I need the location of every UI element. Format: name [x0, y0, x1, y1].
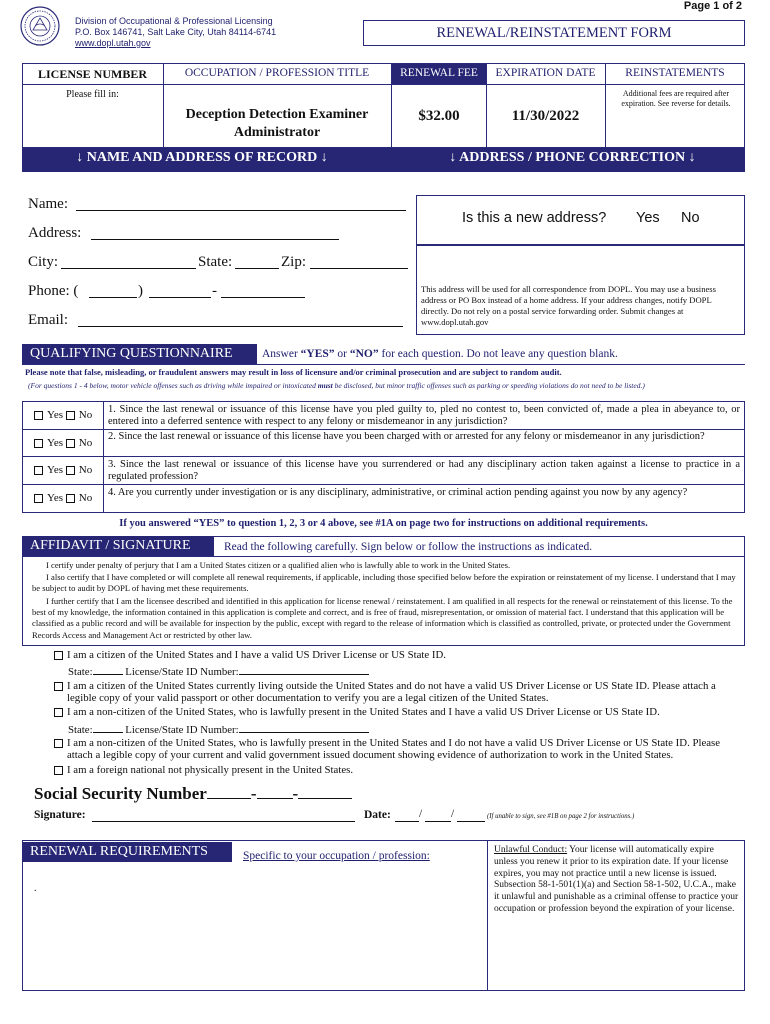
q1-answer — [34, 409, 92, 421]
ssn-dash-2: - — [292, 784, 299, 803]
answer-prefix: Answer — [262, 348, 298, 360]
checkbox-icon[interactable] — [54, 708, 63, 717]
affidavit-para-3: I further certify that I am the licensee described and identified in this application for license renewal / reinstatement. I am qualified in all respects for the renewal or reinstatement of this license. To the best of my knowledge, the information contained in this application is complete and correct, and is free of fraud, misrepresentation, or omission of material fact. I understand that this application will be classified as a public record and will be available for inspection by the public, except with regard to the release of information which is classified as controlled, private, or protected under the Government Records Access and Management Act or restricted by other law. — [32, 596, 733, 640]
checkbox-icon[interactable] — [34, 439, 43, 448]
col-renewal-fee: RENEWAL FEE — [400, 67, 478, 79]
website-link[interactable]: www.dopl.utah.gov — [75, 38, 151, 48]
affidavit-para-2: I also certify that I have completed or will complete all renewal requirements, if applicable, including those specified below before the expiration or reinstatement of my license. I understand that I may be subject to audit by DOPL of having met these requirements. — [32, 572, 736, 594]
signature-label: Signature: — [34, 809, 86, 821]
header-info — [75, 16, 276, 49]
checkbox-icon[interactable] — [34, 411, 43, 420]
checkbox-icon[interactable] — [34, 466, 43, 475]
zip-label: Zip: — [281, 254, 306, 270]
checkbox-icon[interactable] — [34, 494, 43, 503]
ssn-part-3[interactable] — [298, 781, 352, 799]
checkbox-icon[interactable] — [66, 466, 75, 475]
checkbox-icon[interactable] — [66, 411, 75, 420]
question-4: 4. Are you currently under investigation or is any disciplinary, administrative, or criminal action pending against you now by any agency? — [108, 487, 688, 498]
warning-text: Please note that false, misleading, or fraudulent answers may result in loss of licensure and/or criminal prosecution and are subject to random audit. — [25, 367, 562, 377]
state-input[interactable] — [93, 721, 123, 733]
option-4-text: I am a non-citizen of the United States, who is lawfully present in the United States and I do not have a valid US Driver License or US State ID. Please attach a legible copy of your current and valid government issued document showing evidence of authorization to work in the United States. — [67, 737, 721, 762]
correction-note: This address will be used for all correspondence from DOPL. You may use a business address or PO Box instead of a home address. If your address changes, notify DOPL directly. Do not rely on a postal service forwarding order. Submit changes at www.dopl.utah.gov — [421, 284, 716, 327]
option-5-text: I am a foreign national not physically present in the United States. — [67, 763, 354, 776]
unlawful-title: Unlawful Conduct: — [494, 845, 568, 855]
q4-yes: Yes — [47, 492, 64, 504]
option-1 — [54, 649, 744, 661]
occupation-value: Deception Detection Examiner Administrator — [185, 107, 369, 140]
zip-input[interactable] — [310, 268, 408, 269]
phone-area-input[interactable] — [89, 297, 137, 298]
question-3: 3. Since the last renewal or issuance of this license have you surrendered or had any disciplinary action taken against a license to practice in a regulated profession? — [108, 459, 740, 482]
col-expiration: EXPIRATION DATE — [495, 67, 596, 79]
state-seal-icon — [20, 6, 60, 46]
option-3-id — [68, 721, 744, 736]
option-4 — [54, 737, 744, 762]
ssn-dash-1: - — [250, 784, 257, 803]
answer-or: or — [337, 348, 347, 360]
renewal-fee-value: $32.00 — [418, 108, 460, 124]
checkbox-icon[interactable] — [54, 766, 63, 775]
checkbox-icon[interactable] — [66, 494, 75, 503]
answer-suffix: for each question. Do not leave any question blank. — [381, 348, 618, 360]
state-label: State: — [68, 666, 93, 679]
ssn-label: Social Security Number — [34, 784, 207, 803]
note-post: be disclosed, but minor traffic offenses such as parking or speeding violations do not need to be listed.) — [332, 381, 645, 390]
ssn-part-2[interactable] — [257, 781, 293, 799]
email-label: Email: — [28, 312, 68, 328]
option-5 — [54, 764, 744, 776]
form-title: RENEWAL/REINSTATEMENT FORM — [436, 25, 672, 41]
new-address-no[interactable]: No — [681, 210, 700, 226]
q2-yes: Yes — [47, 437, 64, 449]
license-id-input[interactable] — [239, 721, 369, 733]
option-3 — [54, 706, 744, 718]
date-year[interactable] — [457, 821, 485, 822]
q1-yes: Yes — [47, 409, 64, 421]
option-1-text: I am a citizen of the United States and I have a valid US Driver License or US State ID. — [67, 649, 446, 661]
questionnaire-title: QUALIFYING QUESTIONNAIRE — [30, 346, 233, 361]
col-occupation: OCCUPATION / PROFESSION TITLE — [184, 67, 370, 79]
citizenship-options — [54, 649, 744, 776]
license-id-label: License/State ID Number: — [125, 723, 239, 736]
page-number: Page 1 of 2 — [683, 0, 742, 12]
checkbox-icon[interactable] — [66, 439, 75, 448]
name-input[interactable] — [76, 210, 406, 211]
email-input[interactable] — [78, 326, 403, 327]
city-input[interactable] — [61, 268, 196, 269]
col-license-number: LICENSE NUMBER — [37, 67, 148, 81]
q4-no: No — [78, 492, 93, 504]
division-address: P.O. Box 146741, Salt Lake City, Utah 84114-6741 — [75, 27, 277, 37]
q3-yes: Yes — [47, 464, 64, 476]
state-label: State: — [198, 254, 233, 270]
unlawful-conduct — [494, 845, 739, 916]
option-2 — [54, 680, 744, 705]
expiration-value: 11/30/2022 — [511, 108, 580, 124]
note-pre: (For questions 1 - 4 below, motor vehicle offenses such as driving while impaired or intoxicated — [28, 381, 318, 390]
record-band-title: ↓ NAME AND ADDRESS OF RECORD ↓ — [76, 150, 328, 165]
q1-no: No — [78, 409, 93, 421]
question-2: 2. Since the last renewal or issuance of this license have you been charged with or arrested for any felony or misdemeanor in any jurisdiction? — [108, 431, 705, 442]
state-input[interactable] — [93, 663, 123, 675]
answer-yes: “YES” — [300, 348, 335, 360]
new-address-yes[interactable]: Yes — [636, 210, 660, 226]
option-2-text: I am a citizen of the United States currently living outside the United States and do not have a valid US Driver License or US State ID. Please attach a legible copy of your valid passport or other documentation to verify you are a legal citizen of the United States. — [67, 679, 716, 705]
unlawful-text: Your license will automatically expire unless you renew it prior to its expiration date. If your license expires, you may not practice until a new license is issued. Subsection 58-1-501(1)(a) and Section 58-1-502, U.C.A., make it unlawful and punishable as a criminal offense to practice your occupation or profession beyond the expiration of your license. — [494, 845, 739, 914]
division-name: Division of Occupational & Professional Licensing — [75, 16, 273, 26]
phone-paren: ) — [138, 283, 143, 299]
phone-line-input[interactable] — [221, 297, 305, 298]
questionnaire-footer: If you answered “YES” to question 1, 2, 3 or 4 above, see #1A on page two for instructions on additional requirements. — [119, 518, 648, 529]
state-input[interactable] — [235, 268, 279, 269]
question-1: 1. Since the last renewal or issuance of this license have you pled guilty to, pled no contest to, been convicted of, made a plea in abeyance to, or entered into a deferred sentence with respect to any felony or misdemeanor in any jurisdiction? — [108, 404, 740, 427]
q3-answer — [34, 464, 92, 476]
note-must: must — [317, 381, 333, 390]
q4-answer — [34, 492, 92, 504]
please-fill-label: Please fill in: — [66, 89, 119, 100]
ssn-row — [34, 781, 352, 804]
renewal-dot: . — [34, 883, 37, 894]
option-1-id — [68, 663, 744, 678]
form-title-box — [363, 20, 745, 46]
license-id-input[interactable] — [239, 663, 369, 675]
date-day[interactable] — [425, 821, 451, 822]
state-label: State: — [68, 723, 93, 736]
signature-input[interactable] — [92, 821, 355, 822]
answer-no: “NO” — [349, 348, 379, 360]
unable-to-sign-note: (If unable to sign, see #1B on page 2 for instructions.) — [487, 813, 635, 820]
address-label: Address: — [28, 225, 82, 241]
new-address-question: Is this a new address? — [462, 210, 607, 226]
answer-instructions — [262, 348, 618, 360]
affidavit-instructions: Read the following carefully. Sign below or follow the instructions as indicated. — [224, 541, 593, 553]
city-label: City: — [28, 254, 59, 270]
phone-label: Phone: ( — [28, 283, 79, 299]
correction-band-title: ↓ ADDRESS / PHONE CORRECTION ↓ — [449, 150, 696, 165]
q3-no: No — [78, 464, 93, 476]
date-month[interactable] — [395, 821, 419, 822]
name-label: Name: — [28, 196, 68, 212]
q2-answer — [34, 437, 92, 449]
option-3-text: I am a non-citizen of the United States, who is lawfully present in the United States and I have a valid US Driver License or US State ID. — [67, 706, 660, 719]
date-slash-1: / — [419, 808, 423, 820]
renewal-title: RENEWAL REQUIREMENTS — [30, 844, 208, 859]
phone-prefix-input[interactable] — [149, 297, 211, 298]
affidavit-title: AFFIDAVIT / SIGNATURE — [30, 538, 191, 553]
checkbox-icon[interactable] — [54, 739, 63, 748]
license-id-label: License/State ID Number: — [125, 666, 239, 679]
checkbox-icon[interactable] — [54, 651, 63, 660]
date-label: Date: — [364, 809, 391, 821]
renewal-specific: Specific to your occupation / profession: — [243, 850, 430, 862]
affidavit-para-1: I certify under penalty of perjury that I am a United States citizen or a qualified alien who is lawfully able to work in the United States. — [46, 560, 511, 570]
ssn-part-1[interactable] — [207, 781, 251, 799]
q2-no: No — [78, 437, 93, 449]
checkbox-icon[interactable] — [54, 682, 63, 691]
address-input[interactable] — [91, 239, 339, 240]
col-reinstatements: REINSTATEMENTS — [625, 67, 725, 79]
date-slash-2: / — [451, 808, 455, 820]
phone-dash: - — [212, 283, 217, 299]
questionnaire-note — [28, 381, 738, 391]
reinstatement-note: Additional fees are required after expiration. See reverse for details. — [621, 89, 731, 108]
